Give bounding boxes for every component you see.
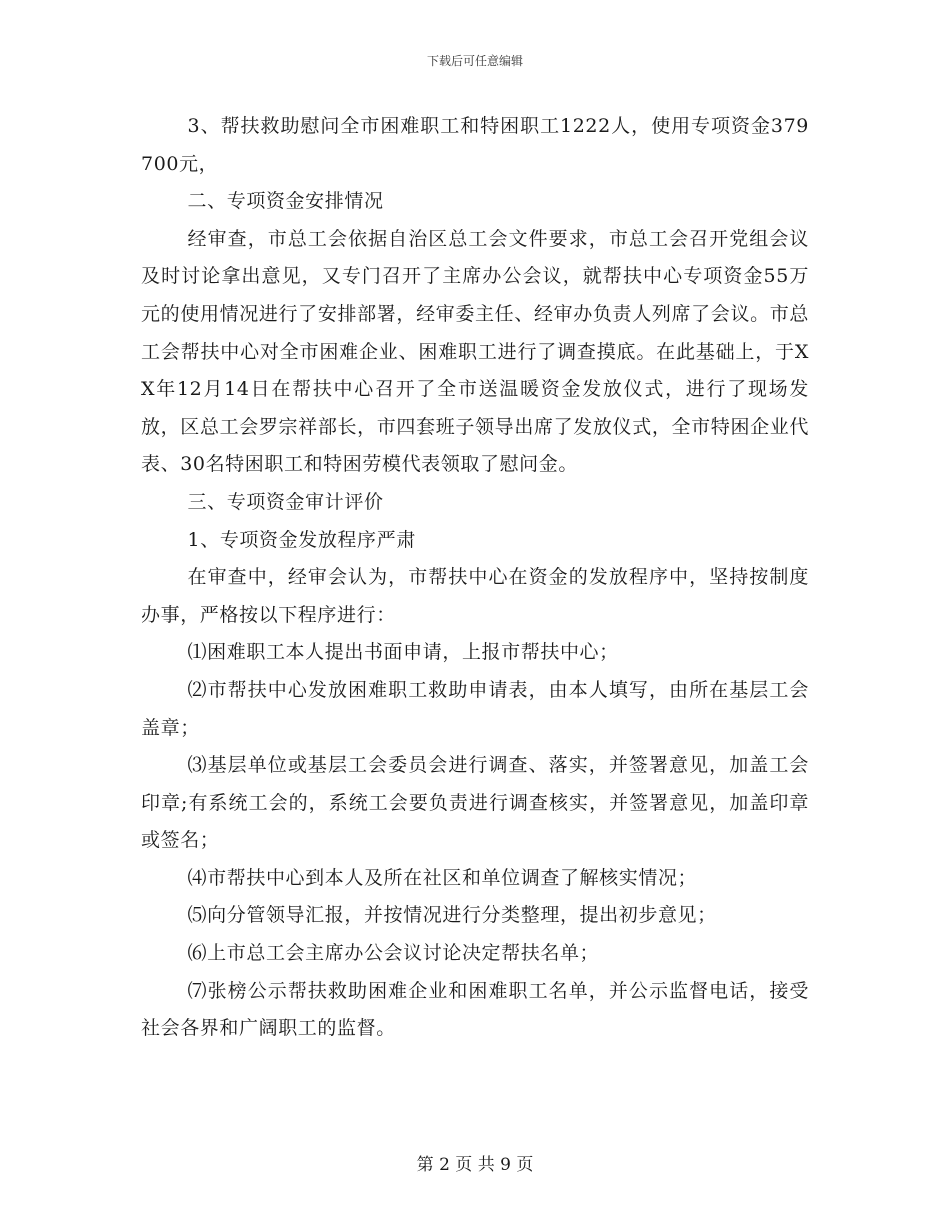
procedure-step-6: ⑹上市总工会主席办公会议讨论决定帮扶名单； [187,942,600,965]
subheading-1: 1、专项资金发放程序严肃 [187,528,416,551]
procedure-step-4: ⑷市帮扶中心到本人及所在社区和单位调查了解核实情况； [187,866,698,889]
page-header: 下载后可任意编辑 [426,54,523,68]
section-heading-3: 三、专项资金审计评价 [187,490,384,513]
page-number: 第 2 页 共 9 页 [416,1155,534,1175]
paragraph-2: 经审查，市总工会依据自治区总工会文件要求，市总工会召开党组会议及时讨论拿出意见，又专门召开了主席办公会议，就帮扶中心专项资金55万元的使用情况进行了安排部署，经审委主任、经审办负责人列席了会议。市总工会帮扶中心对全市困难企业、困难职工进行了调查摸底。在此基础上，于XX年12月14日在帮扶中心召开了全市送温暖资金发放仪式，进行了现场发放，区总工会罗宗祥部长，市四套班子领导出席了发放仪式，全市特困企业代表、30名特困职工和特困劳模代表领取了慰问金。 [141,227,809,476]
paragraph-1: 3、帮扶救助慰问全市困难职工和特困职工1222人，使用专项资金379700元， [141,115,809,175]
paragraph-3: 在审查中，经审会认为，市帮扶中心在资金的发放程序中，坚持按制度办事，严格按以下程序进行： [141,566,809,626]
procedure-step-5: ⑸向分管领导汇报，并按情况进行分类整理，提出初步意见； [187,904,717,927]
procedure-step-1: ⑴困难职工本人提出书面申请，上报市帮扶中心； [187,641,619,664]
procedure-step-2: ⑵市帮扶中心发放困难职工救助申请表，由本人填写，由所在基层工会盖章； [141,678,809,739]
procedure-step-7: ⑺张榜公示帮扶救助困难企业和困难职工名单，并公示监督电话，接受社会各界和广阔职工的监督。 [141,979,809,1040]
document-body [141,108,809,1048]
section-heading-2: 二、专项资金安排情况 [187,190,384,213]
procedure-step-3: ⑶基层单位或基层工会委员会进行调查、落实，并签署意见，加盖工会印章;有系统工会的，系统工会要负责进行调查核实，并签署意见，加盖印章或签名； [141,754,809,852]
